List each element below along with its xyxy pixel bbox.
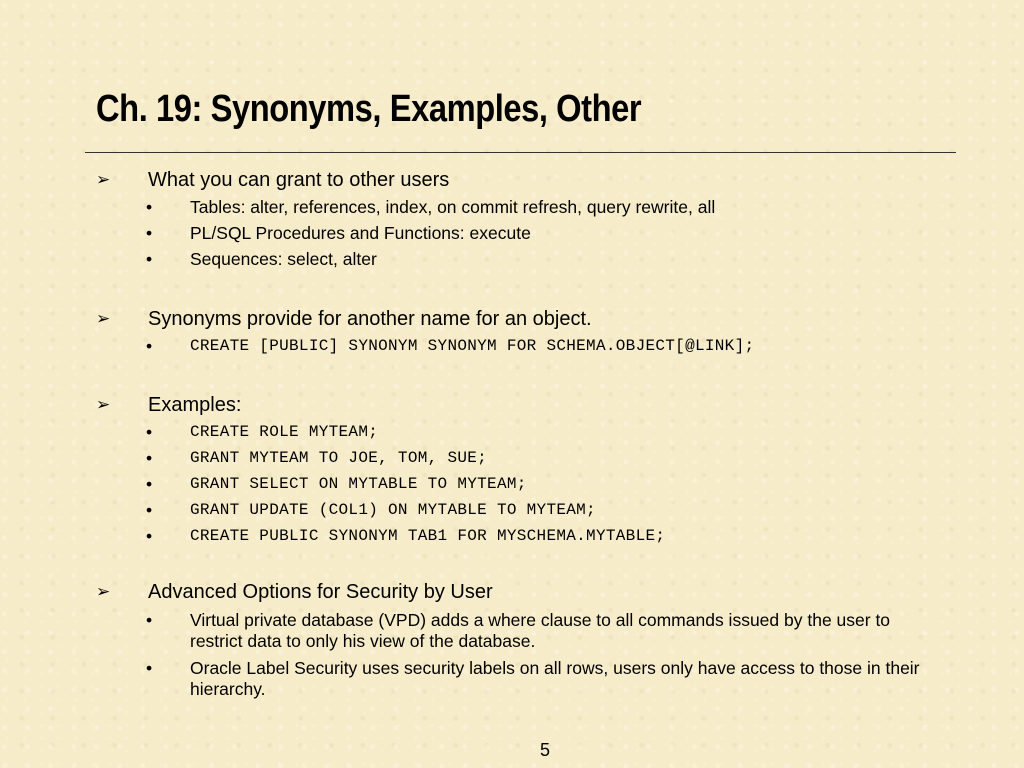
list-item-text: Tables: alter, references, index, on commit refresh, query rewrite, all (190, 197, 716, 217)
bullet-dot-icon: • (146, 448, 153, 468)
list-item (146, 448, 936, 469)
list-item (146, 526, 936, 547)
arrow-bullet-icon: ➢ (96, 309, 111, 328)
code-line: CREATE [PUBLIC] SYNONYM SYNONYM FOR SCHEMA.OBJECT[@LINK]; (190, 337, 755, 355)
list-item (146, 500, 936, 521)
code-line: GRANT UPDATE (COL1) ON MYTABLE TO MYTEAM; (190, 501, 596, 519)
list-item (146, 336, 936, 357)
list-item (146, 223, 936, 244)
list-item (146, 422, 936, 443)
list-item-text: Sequences: select, alter (190, 249, 377, 269)
bullet-dot-icon: • (146, 197, 153, 217)
bullet-dot-icon: • (146, 500, 153, 520)
list-item (146, 610, 936, 652)
list-item (146, 197, 936, 218)
bullet-dot-icon: • (146, 658, 153, 678)
section-heading-text: Synonyms provide for another name for an object. (148, 308, 592, 330)
code-line: CREATE ROLE MYTEAM; (190, 423, 379, 441)
code-line: GRANT SELECT ON MYTABLE TO MYTEAM; (190, 475, 527, 493)
slide-title: Ch. 19: Synonyms, Examples, Other (96, 88, 642, 130)
list-item-text: Oracle Label Security uses security labels on all rows, users only have access to those in their hierarchy. (190, 658, 920, 699)
arrow-bullet-icon: ➢ (96, 170, 111, 189)
list-item (146, 658, 936, 700)
bullet-dot-icon: • (146, 223, 153, 243)
code-line: CREATE PUBLIC SYNONYM TAB1 FOR MYSCHEMA.MYTABLE; (190, 527, 666, 545)
list-item-text: PL/SQL Procedures and Functions: execute (190, 223, 531, 243)
list-item-text: Virtual private database (VPD) adds a where clause to all commands issued by the user to restrict data to only his view of the database. (190, 610, 891, 651)
section-heading-text: What you can grant to other users (148, 169, 450, 191)
bullet-dot-icon: • (146, 474, 153, 494)
bullet-dot-icon: • (146, 249, 153, 269)
bullet-dot-icon: • (146, 526, 153, 546)
bullet-dot-icon: • (146, 610, 153, 630)
code-line: GRANT MYTEAM TO JOE, TOM, SUE; (190, 449, 488, 467)
section-heading-text: Examples: (148, 394, 242, 416)
list-item (146, 249, 936, 270)
list-item (146, 474, 936, 495)
arrow-bullet-icon: ➢ (96, 582, 111, 601)
bullet-dot-icon: • (146, 422, 153, 442)
bullet-dot-icon: • (146, 336, 153, 356)
section-heading-text: Advanced Options for Security by User (148, 581, 493, 603)
arrow-bullet-icon: ➢ (96, 395, 111, 414)
page-number: 5 (540, 740, 551, 760)
title-divider (85, 152, 956, 153)
